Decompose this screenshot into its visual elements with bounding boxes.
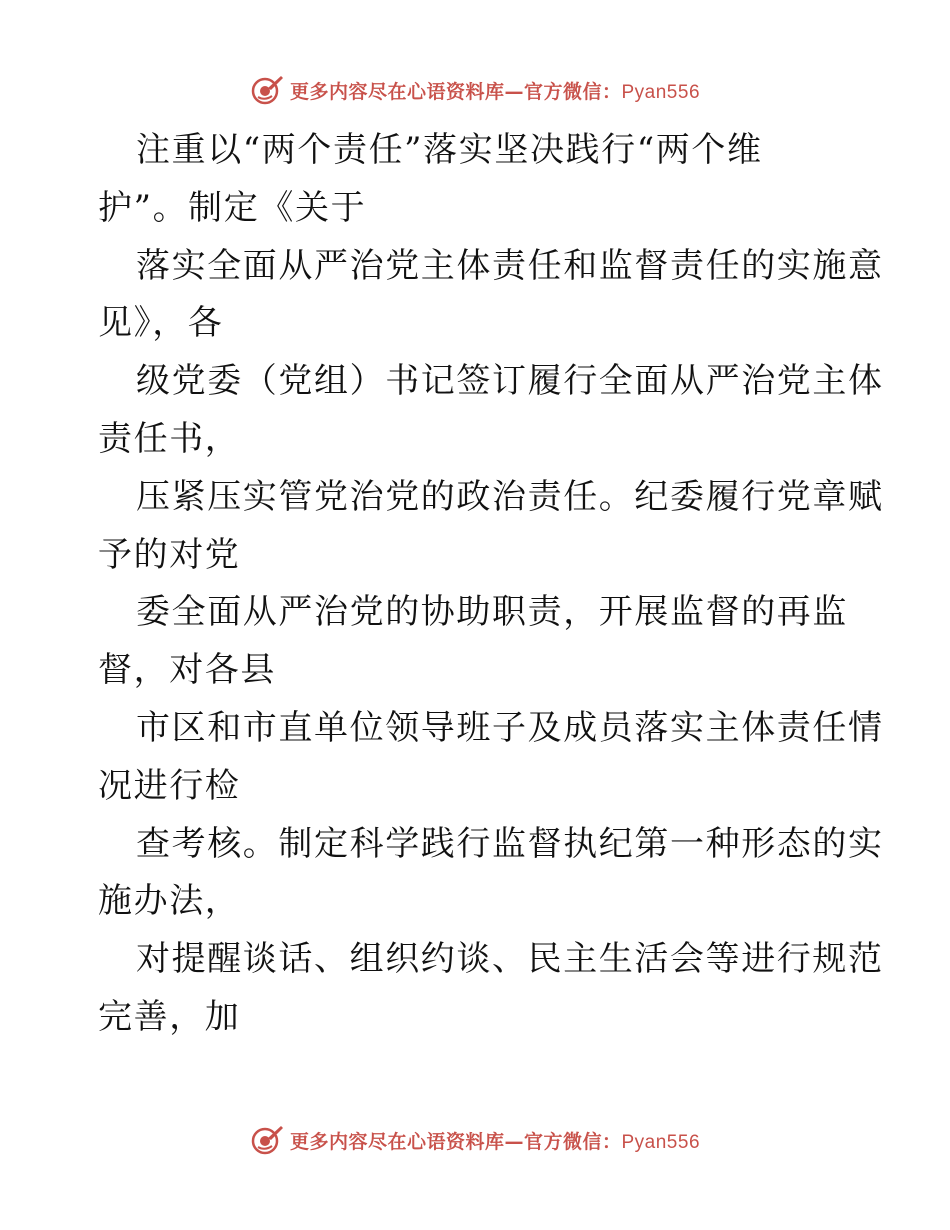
header-wechat-id: Pyan556 [621,81,701,103]
header-banner [0,70,950,110]
footer-text [290,1127,700,1154]
flower-pen-logo-icon [250,1123,284,1157]
body-line: 查考核。制定科学践行监督执纪第一种形态的实 [136,823,884,864]
body-line: 注重以“两个责任”落实坚决践行“两个维 [136,130,763,170]
body-line: 况进行检 [98,765,241,806]
body-line: 市区和市直单位领导班子及成员落实主体责任情 [136,707,884,748]
body-line: 予的对党 [98,534,241,575]
body-line: 督，对各县 [98,650,276,691]
document-body [98,122,884,1047]
body-line: 完善，加 [98,996,241,1037]
body-line: 对提醒谈话、组织约谈、民主生活会等进行规范 [136,939,884,980]
body-line: 见》，各 [98,303,224,344]
body-line: 施办法， [98,881,241,922]
footer-wechat-id: Pyan556 [621,1131,701,1153]
header-text [290,77,700,104]
footer-slogan: 更多内容尽在心语资料库—官方微信： [289,1130,622,1153]
body-line: 级党委（党组）书记签订履行全面从严治党主体 [136,361,884,402]
body-line: 落实全面从严治党主体责任和监督责任的实施意 [136,245,884,286]
body-line: 护”。制定《关于 [98,187,367,228]
header-slogan: 更多内容尽在心语资料库—官方微信： [289,80,622,103]
flower-pen-logo-icon [250,73,284,107]
body-line: 责任书， [98,418,241,459]
body-line: 压紧压实管党治党的政治责任。纪委履行党章赋 [136,476,884,517]
footer-banner [0,1120,950,1160]
body-line: 委全面从严治党的协助职责，开展监督的再监 [136,592,848,633]
